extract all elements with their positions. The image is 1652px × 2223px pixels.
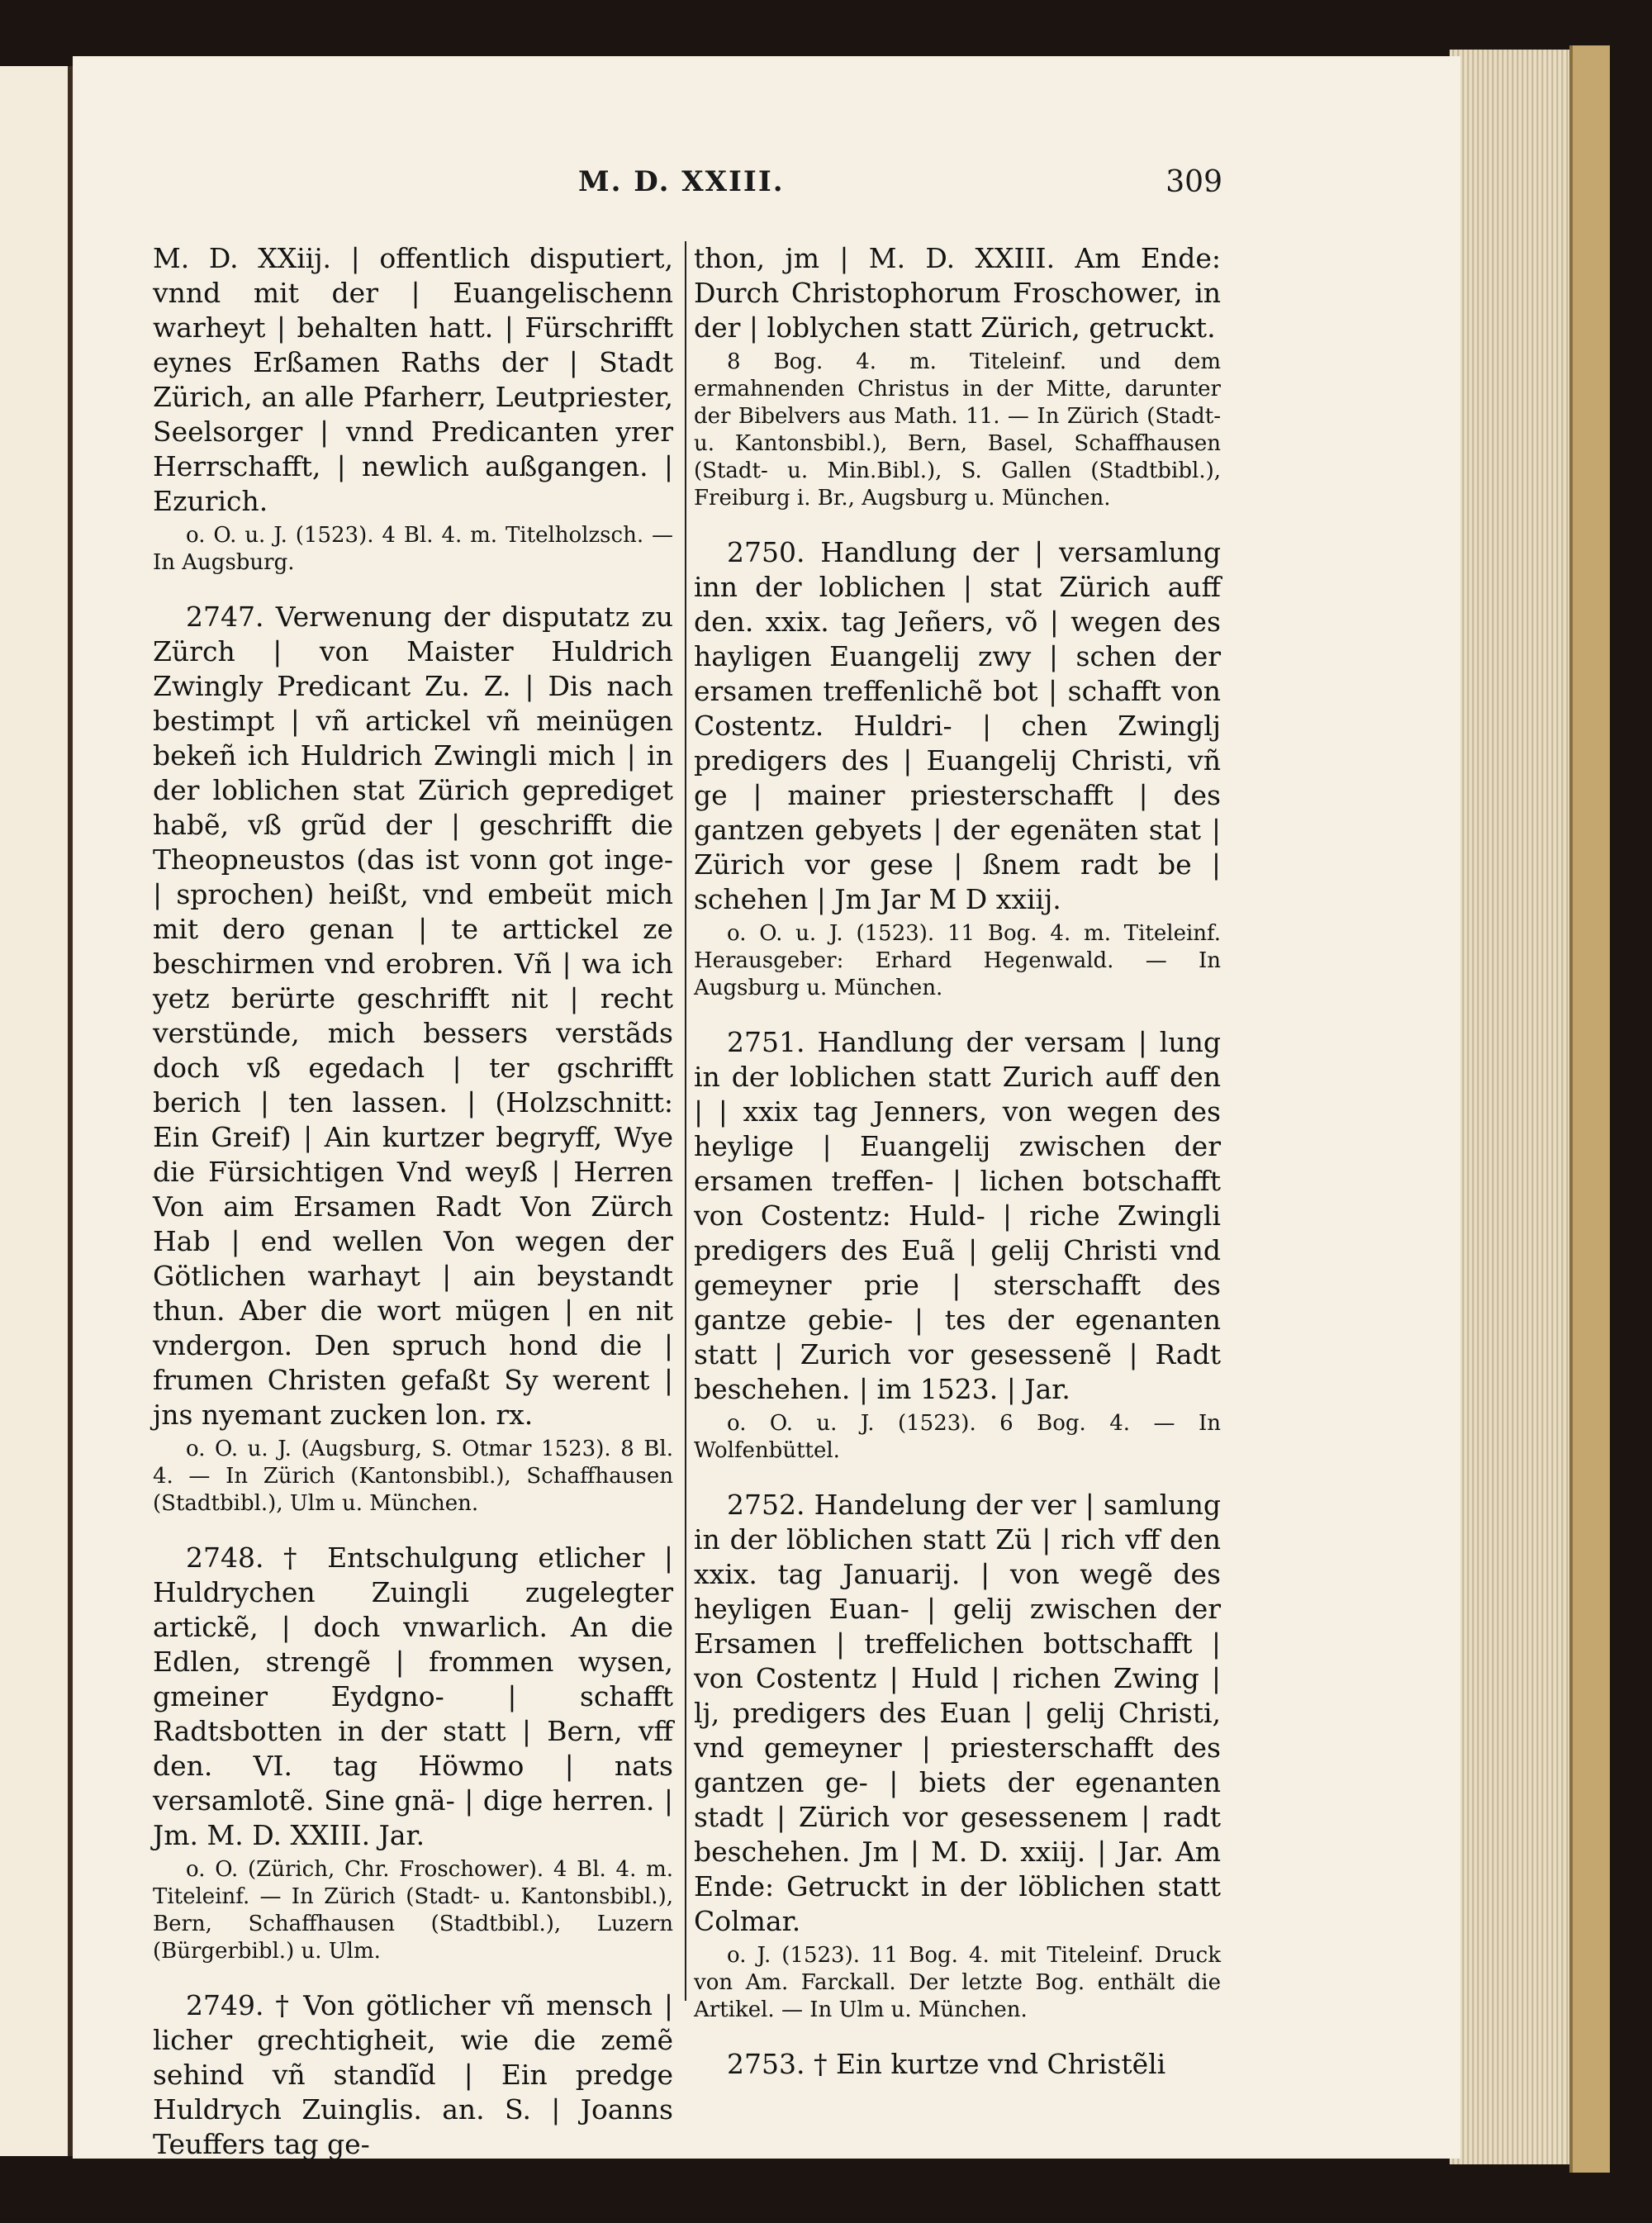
entry-body: Handlung der versam | lung in der loblichen statt Zurich auff den | | xxix tag Jenners, von wegen des heylige | Euangelij zwischen der ersamen treffen- | lichen botschafft von Costentz: Huld- | riche Zwingli predigers des Euã | gelij Christi vnd gemeyner prie | sterschafft des gantze gebie- | tes der egenanten statt | Zurich vor gesessenẽ | Radt beschehen. | im 1523. | Jar. — [694, 1026, 1221, 1405]
entry-number: 2751. — [727, 1026, 805, 1058]
entry-continued-right — [694, 241, 1221, 512]
entry-text — [153, 1988, 673, 2162]
left-column — [153, 241, 673, 2162]
entry-number: 2748. † — [186, 1541, 308, 1574]
entry-number: 2753. † — [727, 2048, 828, 2080]
column-rule — [685, 241, 686, 2001]
header-title: M. D. XXIII. — [578, 165, 785, 198]
entry-body: Handelung der ver | samlung in der löblichen statt Zü | rich vff den xxix. tag Januarij. | von wegẽ des heyligen Euan- | gelij zwischen der Ersamen | treffelichen bottschafft | von Costentz | Huld | richen Zwing | lj, predigers des Euan | gelij Christi, vnd gemeyner | priesterschafft des gantzen ge- | biets der egenanten stadt | Zürich vor gesessenem | radt beschehen. Jm | M. D. xxiij. | Jar. Am Ende: Getruckt in der löblichen statt Colmar. — [694, 1489, 1221, 1937]
entry-2751 — [694, 1025, 1221, 1465]
entry-body: Ein kurtze vnd Christẽli — [835, 2048, 1166, 2080]
entry-text — [153, 600, 673, 1432]
right-column — [694, 241, 1221, 2082]
entry-number: 2750. — [727, 536, 805, 568]
entry-2748 — [153, 1541, 673, 1965]
entry-body: Entschulgung etlicher | Huldrychen Zuingli zugelegter artickẽ, | doch vnwarlich. An die Edlen, strengẽ | frommen wysen, gmeiner Eydgno- | schafft Radtsbotten in der statt | Bern, vff den. VI. tag Höwmo | nats versamlotẽ. Sine gnä- | dige herren. | Jm. M. D. XXIII. Jar. — [153, 1541, 673, 1851]
entry-body: Handlung der | versamlung inn der loblichen | stat Zürich auff den. xxix. tag Jeñers, võ | wegen des hayligen Euangelij zwy | schen der ersamen treffenlichẽ bot | schafft von Costentz. Huldri- | chen Zwinglj predigers des | Euangelij Christi, vñ ge | mainer priesterschafft | des gantzen gebyets | der egenäten stat | Zürich vor gese | ßnem radt be | schehen | Jm Jar M D xxiij. — [694, 536, 1221, 915]
entry-body: Verwenung der disputatz zu Zürch | von Maister Huldrich Zwingly Predicant Zu. Z. | Dis nach bestimpt | vñ artickel vñ meinügen bekeñ ich Huldrich Zwingli mich | in der loblichen stat Zürich geprediget habẽ, vß grũd der | geschrifft die Theopneustos (das ist vonn got inge- | sprochen) heißt, vnd embeüt mich mit dero genan | te arttickel ze beschirmen vnd erobren. Vñ | wa ich yetz berürte geschrifft nit | recht verstünde, mich bessers verstãds doch vß egedach | ter gschrifft berich | ten lassen. | (Holzschnitt: Ein Greif) | Ain kurtzer begryff, Wye die Fürsichtigen Vnd weyß | Herren Von aim Ersamen Radt Von Zürch Hab | end wellen Von wegen der Götlichen warhayt | ain beystandt thun. Aber die wort mügen | en nit vndergon. Den spruch hond die | frumen Christen gefaßt Sy werent | jns nyemant zucken lon. rx. — [153, 601, 673, 1431]
entry-number: 2747. — [186, 601, 264, 633]
entry-2753 — [694, 2047, 1221, 2082]
entry-text: M. D. XXiij. | offentlich disputiert, vnnd mit der | Euangelischenn warheyt | behalten hatt. | Fürschrifft eynes Erßamen Raths der | Stadt Zürich, an alle Pfarherr, Leutpriester, Seelsorger | vnnd Predicanten yrer Herrschafft, | newlich außgangen. | Ezurich. — [153, 242, 673, 517]
entry-text — [153, 1541, 673, 1853]
entry-continued-left — [153, 241, 673, 577]
entry-note: o. O. (Zürich, Chr. Froschower). 4 Bl. 4. m. Titeleinf. — In Zürich (Stadt- u. Kantonsbibl.), Bern, Schaffhausen (Stadtbibl.), Luzern (Bürgerbibl.) u. Ulm. — [153, 1857, 673, 1964]
entry-body: Von götlicher vñ mensch | licher grechtigheit, wie die zemẽ sehind vñ standĩd | Ein predge Huldrych Zuinglis. an. S. | Joanns Teuffers tag ge- — [153, 1989, 673, 2160]
entry-note: o. O. u. J. (1523). 11 Bog. 4. m. Titeleinf. Herausgeber: Erhard Hegenwald. — In Augsburg u. München. — [694, 921, 1221, 1000]
entry-text: thon, jm | M. D. XXIII. Am Ende: Durch Christophorum Froschower, in der | loblychen statt Zürich, getruckt. — [694, 242, 1221, 344]
entry-note: 8 Bog. 4. m. Titeleinf. und dem ermahnenden Christus in der Mitte, darunter der Bibelvers aus Math. 11. — In Zürich (Stadt- u. Kantonsbibl.), Bern, Basel, Schaffhausen (Stadt- u. Min.Bibl.), S. Gallen (Stadtbibl.), Freiburg i. Br., Augsburg u. München. — [694, 349, 1221, 511]
entry-2750 — [694, 535, 1221, 1002]
entry-2752 — [694, 1488, 1221, 2024]
entry-note: o. J. (1523). 11 Bog. 4. mit Titeleinf. Druck von Am. Farckall. Der letzte Bog. enthält die Artikel. — In Ulm u. München. — [694, 1943, 1221, 2022]
entry-number: 2749. † — [186, 1989, 292, 2021]
entry-text — [694, 2047, 1221, 2082]
entry-note: o. O. u. J. (Augsburg, S. Otmar 1523). 8 Bl. 4. — In Zürich (Kantonsbibl.), Schaffhausen (Stadtbibl.), Ulm u. München. — [153, 1437, 673, 1516]
entry-text — [694, 535, 1221, 917]
entry-note: o. O. u. J. (1523). 4 Bl. 4. m. Titelholzsch. — In Augsburg. — [153, 523, 673, 575]
entry-note: o. O. u. J. (1523). 6 Bog. 4. — In Wolfenbüttel. — [694, 1411, 1221, 1463]
book-cover — [1569, 45, 1610, 2173]
running-header — [578, 165, 1222, 207]
facing-page-edge — [0, 66, 73, 2156]
entry-text — [694, 1488, 1221, 1939]
entry-number: 2752. — [727, 1489, 805, 1521]
entry-2747 — [153, 600, 673, 1518]
entry-text — [694, 1025, 1221, 1407]
entry-2749 — [153, 1988, 673, 2162]
page-number: 309 — [1165, 165, 1222, 199]
